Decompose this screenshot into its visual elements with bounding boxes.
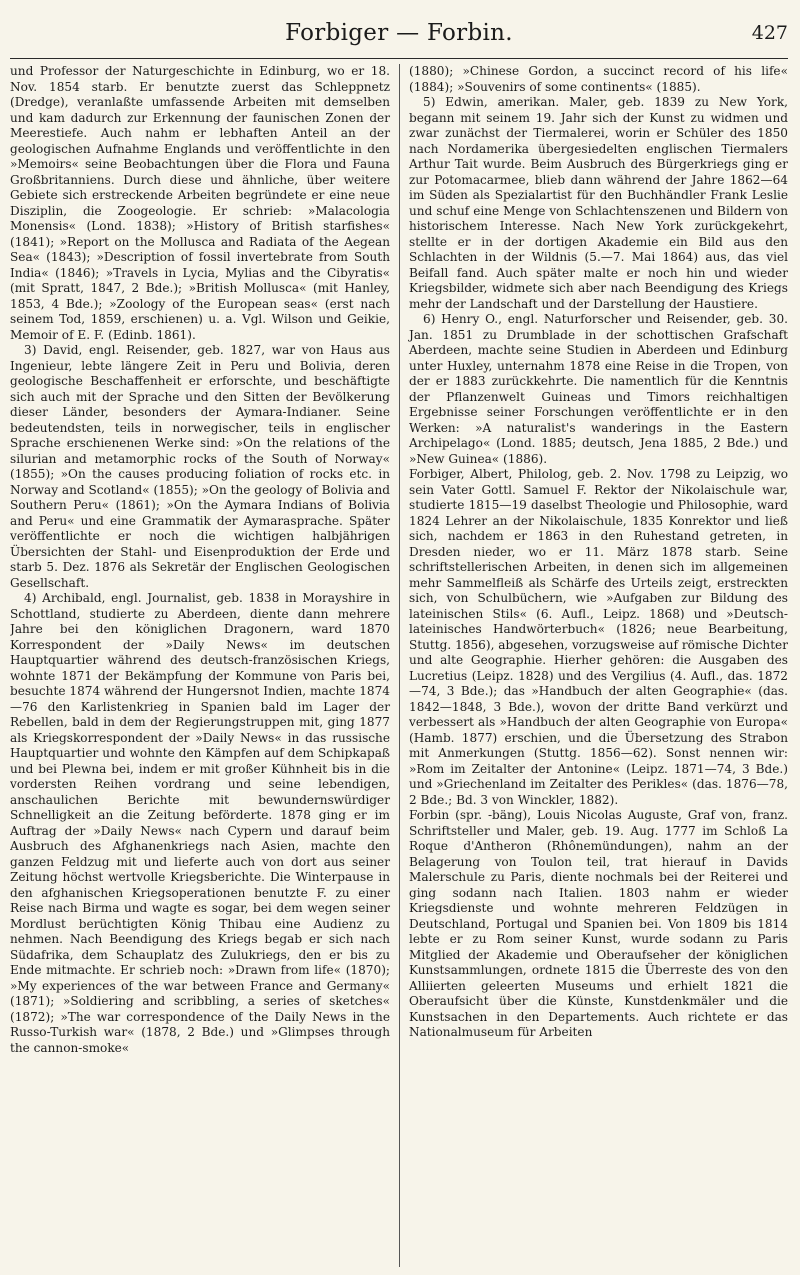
entry-paragraph: Forbiger, Albert, Philolog, geb. 2. Nov. 1798 zu Leipzig, wo sein Vater Gottl. Samuel F. Rektor der Nikolaischule war, studierte 1815—19 daselbst Theologie und Philosophie, ward 1824 Lehrer an der Nikolaischule, 1835 Konrektor und ließ sich, nachdem er 1863 in den Ruhestand getreten, in Dresden nieder, wo er 11. März 1878 starb. Seine schriftstellerischen Arbeiten, in denen sich im allgemeinen mehr Sammelfleiß als Schärfe des Urteils zeigt, erstreckten sich, von Schulbüchern, wie »Aufgaben zur Bildung des lateinischen Stils« (6. Aufl., Leipz. 1868) und »Deutsch-lateinisches Handwörterbuch« (1826; neue Bearbeitung, Stuttg. 1856), abgesehen, vorzugsweise auf römische Dichter und alte Geographie. Hierher gehören: die Ausgaben des Lucretius (Leipz. 1828) und des Vergilius (4. Aufl., das. 1872—74, 3 Bde.); das »Handbuch der alten Geographie« (das. 1842—1848, 3 Bde.), wovon der dritte Band verkürzt und verbessert als »Handbuch der alten Geographie von Europa« (Hamb. 1877) erschien, und die Übersetzung des Strabon mit Anmerkungen (Stuttg. 1856—62). Sonst nennen wir: »Rom im Zeitalter der Antonine« (Leipz. 1871—74, 3 Bde.) und »Griechenland im Zeitalter des Perikles« (das. 1876—78, 2 Bde.; Bd. 3 von Winckler, 1882). <box>409 467 788 807</box>
page-number: 427 <box>751 22 788 44</box>
page-header <box>10 14 788 59</box>
entry-paragraph: Forbin (spr. -bäng), Louis Nicolas Auguste, Graf von, franz. Schriftsteller und Maler, geb. 19. Aug. 1777 im Schloß La Roque d'Antheron (Rhônemündungen), nahm an der Belagerung von Toulon teil, trat hierauf in Davids Malerschule zu Paris, diente nochmals bei der Reiterei und ging sodann nach Italien. 1803 nahm er wieder Kriegsdienste und wohnte mehreren Feldzügen in Deutschland, Portugal und Spanien bei. Von 1809 bis 1814 lebte er zu Rom seiner Kunst, wurde sodann zu Paris Mitglied der Akademie und Oberaufseher der königlichen Kunstsammlungen, ordnete 1815 die Überreste des von den Alliierten geleerten Museums und erhielt 1821 die Oberaufsicht über die Künste, Kunstdenkmäler und die Kunstsachen in den Departements. Auch richtete er das Nationalmuseum für Arbeiten <box>409 808 788 1039</box>
text-columns <box>10 64 788 1267</box>
left-column <box>10 64 399 1267</box>
right-column <box>399 64 788 1267</box>
entry-paragraph: 5) Edwin, amerikan. Maler, geb. 1839 zu New York, begann mit seinem 19. Jahr sich der Kunst zu widmen und zwar zunächst der Tiermalerei, worin er Schüler des 1850 nach Nordamerika übergesiedelten englischen Tiermalers Arthur Tait wurde. Beim Ausbruch des Bürgerkriegs ging er zur Potomacarmee, blieb dann während der Jahre 1862—64 im Süden als Spezialartist für den Buchhändler Frank Leslie und schuf eine Menge von Schlachtenszenen und Bildern von historischem Interesse. Nach New York zurückgekehrt, stellte er in der dortigen Akademie ein Bild aus den Schlachten in der Wildnis (5.—7. Mai 1864) aus, das viel Beifall fand. Auch später malte er noch hin und wieder Kriegsbilder, widmete sich aber nach Beendigung des Kriegs mehr der Landschaft und der Darstellung der Haustiere. <box>409 95 788 311</box>
entry-paragraph: 3) David, engl. Reisender, geb. 1827, war von Haus aus Ingenieur, lebte längere Zeit in Peru und Bolivia, deren geologische Beschaffenheit er erforschte, und beschäftigte sich auch mit der Sprache und den Sitten der Bevölkerung dieser Länder, besonders der Aymara-Indianer. Seine bedeutendsten, teils in norwegischer, teils in englischer Sprache erschienenen Werke sind: »On the relations of the silurian and metamorphic rocks of the South of Norway« (1855); »On the causes producing foliation of rocks etc. in Norway and Scotland« (1855); »On the geology of Bolivia and Southern Peru« (1861); »On the Aymara Indians of Bolivia and Peru« und eine Grammatik der Aymarasprache. Später veröffentlichte er noch die wichtigen halbjährigen Übersichten der Stahl- und Eisenproduktion der Erde und starb 5. Dez. 1876 als Sekretär der Englischen Geologischen Gesellschaft. <box>10 343 390 590</box>
running-title: Forbiger — Forbin. <box>285 20 513 46</box>
entry-paragraph: 6) Henry O., engl. Naturforscher und Reisender, geb. 30. Jan. 1851 zu Drumblade in der schottischen Grafschaft Aberdeen, machte seine Studien in Aberdeen und Edinburg unter Huxley, unternahm 1878 eine Reise in die Tropen, von der er 1883 zurückkehrte. Die namentlich für die Kenntnis der Pflanzenwelt Guineas und Timors reichhaltigen Ergebnisse seiner Forschungen veröffentlichte er in den Werken: »A naturalist's wanderings in the Eastern Archipelago« (Lond. 1885; deutsch, Jena 1885, 2 Bde.) und »New Guinea« (1886). <box>409 312 788 466</box>
entry-paragraph: und Professor der Naturgeschichte in Edinburg, wo er 18. Nov. 1854 starb. Er benutzte zuerst das Schleppnetz (Dredge), veranlaßte umfassende Arbeiten mit demselben und kam dadurch zur Erkennung der faunischen Zonen der Meerestiefe. Auch nahm er lebhaften Anteil an der geologischen Aufnahme Englands und veröffentlichte in den »Memoirs« seine Beobachtungen über die Flora und Fauna Großbritanniens. Durch diese und ähnliche, über weitere Gebiete sich erstreckende Arbeiten begründete er eine neue Disziplin, die Zoogeologie. Er schrieb: »Malacologia Monensis« (Lond. 1838); »History of British starfishes« (1841); »Report on the Mollusca and Radiata of the Aegean Sea« (1843); »Description of fossil invertebrate from South India« (1846); »Travels in Lycia, Mylias and the Cibyratis« (mit Spratt, 1847, 2 Bde.); »British Mollusca« (mit Hanley, 1853, 4 Bde.); »Zoology of the European seas« (erst nach seinem Tod, 1859, erschienen) u. a. Vgl. Wilson und Geikie, Memoir of E. F. (Edinb. 1861). <box>10 64 390 342</box>
entry-paragraph: (1880); »Chinese Gordon, a succinct record of his life« (1884); »Souvenirs of some continents« (1885). <box>409 64 788 94</box>
entry-paragraph: 4) Archibald, engl. Journalist, geb. 1838 in Morayshire in Schottland, studierte zu Aberdeen, diente dann mehrere Jahre bei den königlichen Dragonern, ward 1870 Korrespondent der »Daily News« im deutschen Hauptquartier während des deutsch-französischen Kriegs, wohnte 1871 der Bekämpfung der Kommune von Paris bei, besuchte 1874 während der Hungersnot Indien, machte 1874—76 den Karlistenkrieg in Spanien bald im Lager der Rebellen, bald in dem der Regierungstruppen mit, ging 1877 als Kriegskorrespondent der »Daily News« in das russische Hauptquartier und wohnte den Kämpfen auf dem Schipkapaß und bei Plewna bei, indem er mit großer Kühnheit bis in die vordersten Reihen vordrang und seine lebendigen, anschaulichen Berichte mit bewundernswürdiger Schnelligkeit an die Zeitung beförderte. 1878 ging er im Auftrag der »Daily News« nach Cypern und darauf beim Ausbruch des Afghanenkriegs nach Asien, machte den ganzen Feldzug mit und lieferte auch von dort aus seiner Zeitung höchst wertvolle Kriegsberichte. Die Winterpause in den afghanischen Kriegsoperationen benutzte F. zu einer Reise nach Birma und wagte es sogar, bei dem wegen seiner Mordlust berüchtigten König Thibau eine Audienz zu nehmen. Nach Beendigung des Kriegs begab er sich nach Südafrika, dem Schauplatz des Zulukriegs, den er bis zu Ende mitmachte. Er schrieb noch: »Drawn from life« (1870); »My experiences of the war between France and Germany« (1871); »Soldiering and scribbling, a series of sketches« (1872); »The war correspondence of the Daily News in the Russo-Turkish war« (1878, 2 Bde.) und »Glimpses through the cannon-smoke« <box>10 591 390 1055</box>
